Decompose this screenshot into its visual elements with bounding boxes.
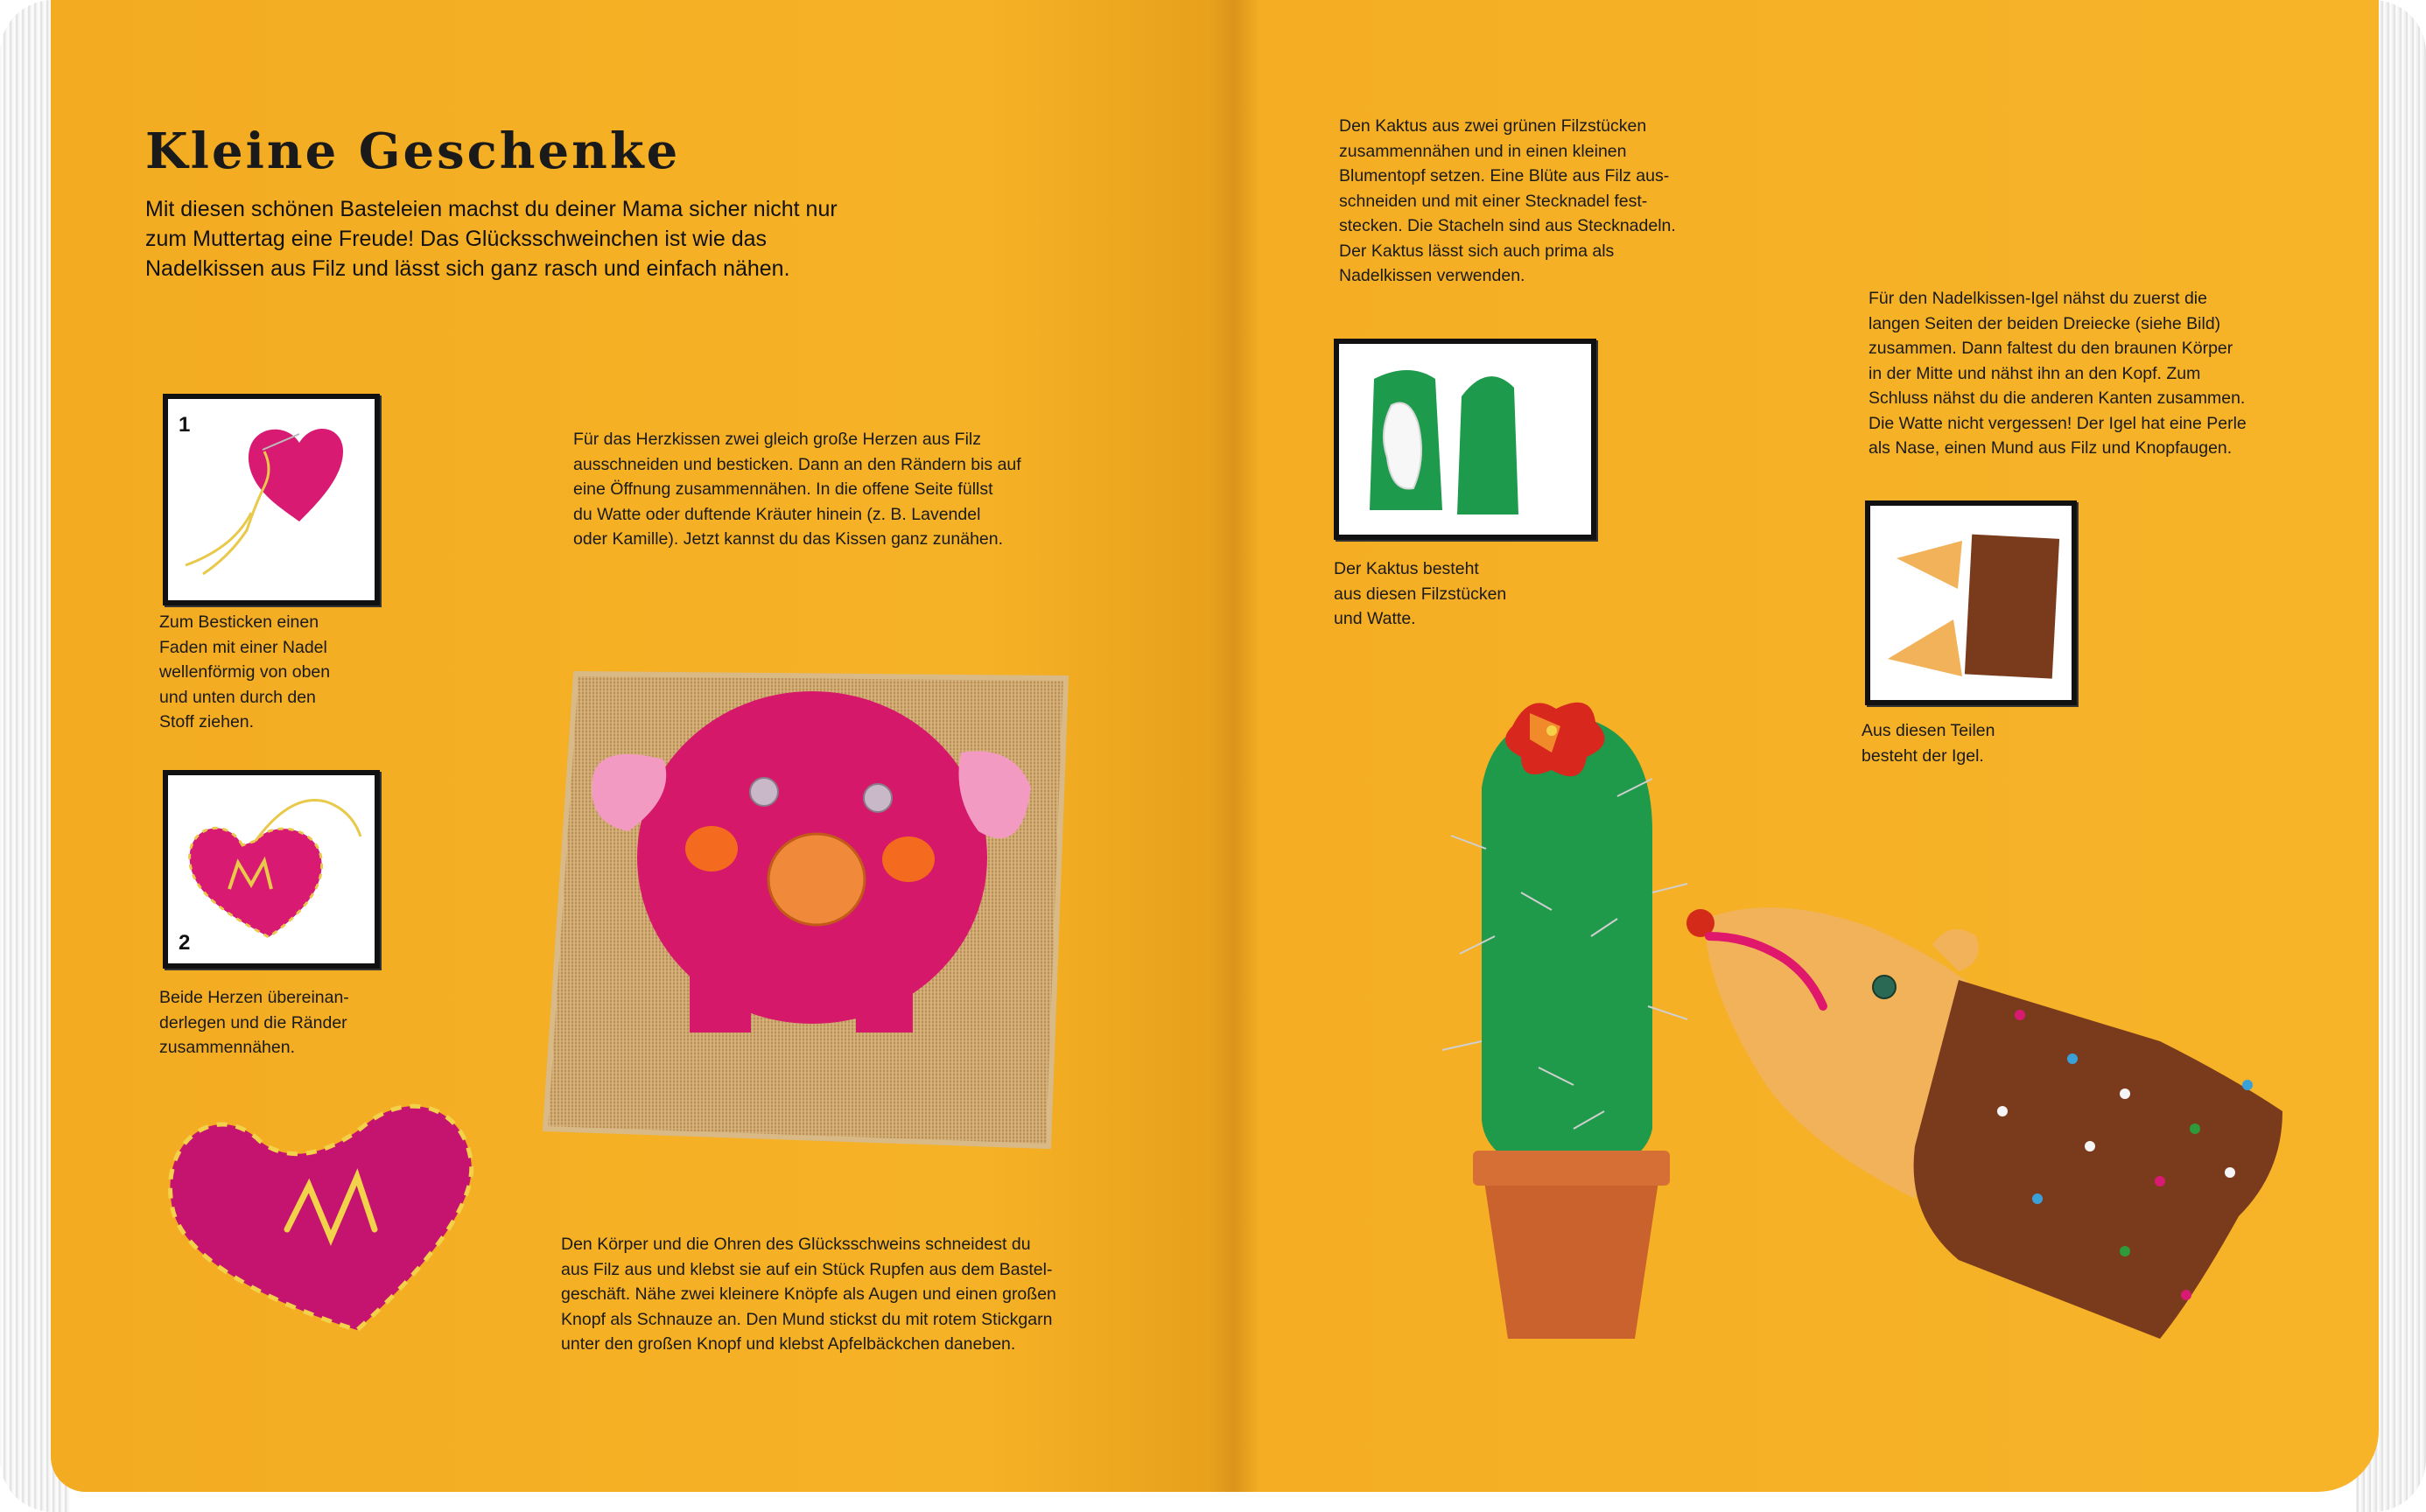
kaktus-line: stecken. Die Stacheln sind aus Stecknadeln.: [1339, 216, 1676, 235]
step1-heart-sewing-image: [168, 399, 375, 600]
kaktus-line: schneiden und mit einer Stecknadel fest-: [1339, 191, 1648, 211]
kaktus-caption: [1334, 556, 1506, 632]
step2-number: 2: [179, 931, 191, 955]
igel-instructions: [1869, 286, 2247, 461]
kaktus-instructions: [1339, 114, 1676, 289]
book-gutter: [1208, 0, 1260, 1492]
herzkissen-line: Für das Herzkissen zwei gleich große Herzen aus Filz: [573, 430, 982, 449]
igel-line: zusammen. Dann faltest du den braunen Körper: [1869, 339, 2233, 358]
schwein-line: aus Filz aus und klebst sie auf ein Stück Rupfen aus dem Bastel-: [561, 1259, 1053, 1279]
kaktus-line: Der Kaktus lässt sich auch prima als: [1339, 241, 1615, 261]
step2-caption-line: derlegen und die Ränder: [159, 1012, 347, 1032]
igel-caption-line: Aus diesen Teilen: [1862, 721, 1995, 740]
intro-text: Mit diesen schönen Basteleien machst du deiner Mama sicher nicht nur zum Muttertag eine Freude! Das Glücksschweinchen ist wie das Nadelkissen aus Filz und lässt sich ganz rasch und einfach nähen.: [145, 197, 838, 281]
igel-line: Schluss nähst du die anderen Kanten zusammen.: [1869, 388, 2246, 408]
step2-caption-line: zusammennähen.: [159, 1038, 296, 1057]
schwein-line: Den Körper und die Ohren des Glücksschweins schneidest du: [561, 1235, 1031, 1254]
step1-caption-line: wellenförmig von oben: [159, 662, 331, 682]
kaktus-caption-line: und Watte.: [1334, 609, 1416, 628]
step1-photo-frame: [163, 394, 380, 606]
step2-caption: [159, 985, 349, 1060]
heart-cushion-photo: [156, 1089, 506, 1352]
herzkissen-instructions: [573, 427, 1021, 552]
book-spread: [51, 0, 2379, 1492]
step2-heart-stitched-image: [168, 775, 375, 963]
igel-line: Die Watte nicht vergessen! Der Igel hat eine Perle: [1869, 413, 2247, 433]
igel-caption: [1862, 718, 1995, 768]
step1-caption-line: Stoff ziehen.: [159, 712, 255, 732]
herzkissen-line: du Watte oder duftende Kräuter hinein (z. B. Lavendel: [573, 504, 981, 524]
kaktus-line: Nadelkissen verwenden.: [1339, 266, 1525, 285]
kaktus-caption-line: aus diesen Filzstücken: [1334, 584, 1507, 604]
igel-line: Für den Nadelkissen-Igel nähst du zuerst die: [1869, 289, 2207, 308]
hedgehog-pincushion-photo: [1670, 884, 2300, 1409]
schwein-line: geschäft. Nähe zwei kleinere Knöpfe als Augen und einen großen: [561, 1284, 1056, 1304]
herzkissen-line: ausschneiden und besticken. Dann an den Rändern bis auf: [573, 454, 1021, 474]
herzkissen-line: eine Öffnung zusammennähen. In die offene Seite füllst: [573, 480, 993, 499]
herzkissen-line: oder Kamille). Jetzt kannst du das Kissen ganz zunähen.: [573, 529, 1004, 549]
step1-caption-line: und unten durch den: [159, 687, 316, 707]
kaktus-line: Blumentopf setzen. Eine Blüte aus Filz aus-: [1339, 166, 1670, 186]
igel-parts-frame: [1865, 500, 2077, 705]
igel-line: langen Seiten der beiden Dreiecke (siehe Bild): [1869, 313, 2221, 333]
page-title: Kleine Geschenke: [145, 122, 681, 180]
schwein-line: unter den großen Knopf und klebst Apfelbäckchen daneben.: [561, 1334, 1016, 1354]
igel-parts-image: [1870, 506, 2072, 700]
kaktus-parts-frame: [1334, 339, 1596, 540]
step1-number: 1: [179, 413, 191, 437]
step1-caption-line: Faden mit einer Nadel: [159, 637, 327, 657]
kaktus-caption-line: Der Kaktus besteht: [1334, 559, 1479, 578]
igel-caption-line: besteht der Igel.: [1862, 746, 1984, 766]
step1-caption-line: Zum Besticken einen: [159, 612, 319, 632]
step1-caption: [159, 610, 330, 735]
lucky-pig-photo: [523, 656, 1083, 1181]
kaktus-parts-image: [1339, 344, 1591, 535]
kaktus-line: Den Kaktus aus zwei grünen Filzstücken: [1339, 116, 1647, 136]
igel-line: als Nase, einen Mund aus Filz und Knopfaugen.: [1869, 438, 2233, 458]
step2-caption-line: Beide Herzen übereinan-: [159, 988, 349, 1007]
kaktus-line: zusammennähen und in einen kleinen: [1339, 141, 1627, 161]
schwein-instructions: [561, 1232, 1056, 1357]
step2-photo-frame: [163, 770, 380, 969]
igel-line: in der Mitte und nähst ihn an den Kopf. Zum: [1869, 363, 2201, 383]
schwein-line: Knopf als Schnauze an. Den Mund stickst du mit rotem Stickgarn: [561, 1309, 1053, 1329]
